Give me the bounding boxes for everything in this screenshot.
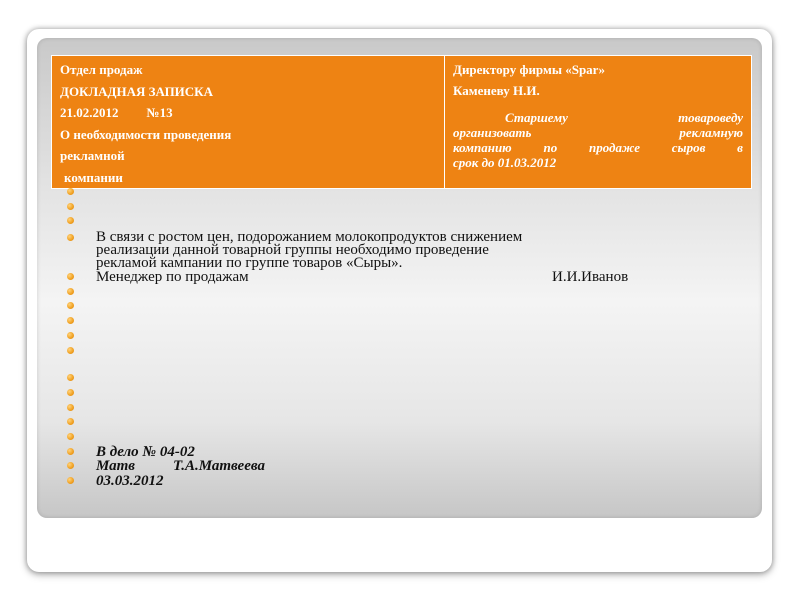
bullet-icon: [67, 302, 74, 309]
resolution-line-1: Старшему товароведу: [505, 110, 743, 125]
list-item-empty: [66, 415, 746, 430]
memo-subject-line-3: компании: [64, 169, 123, 185]
manager-name: И.И.Иванов: [552, 269, 629, 286]
department-label: Отдел продаж: [60, 62, 143, 77]
bullet-icon: [67, 234, 74, 241]
filing-signer: Т.А.Матвеева: [173, 458, 265, 475]
memo-date: 21.02.2012: [60, 105, 119, 120]
bullet-icon: [67, 288, 74, 295]
list-item-empty: [66, 314, 746, 329]
addressee-line-2: Каменеву Н.И.: [453, 83, 540, 98]
bullet-icon: [67, 433, 74, 440]
bullet-icon: [67, 448, 74, 455]
document-type: ДОКЛАДНАЯ ЗАПИСКА: [60, 83, 213, 99]
memo-body-list: [66, 185, 746, 489]
memo-number: №13: [146, 105, 173, 120]
list-item-empty: [66, 386, 746, 401]
resolution-line-3: компанию по продаже сыров в: [453, 140, 743, 155]
list-item-filing-date: [66, 474, 746, 489]
paragraph-line-3: рекламой кампании по группе товаров «Сыры».: [96, 255, 403, 272]
list-item-empty: [66, 371, 746, 386]
bullet-icon: [67, 332, 74, 339]
list-item-manager: [66, 270, 746, 285]
filing-note: В дело № 04-02: [96, 443, 195, 460]
list-item-empty: [66, 344, 746, 359]
list-item-empty: [66, 329, 746, 344]
bullet-icon: [67, 317, 74, 324]
list-item-filing-note: [66, 445, 746, 460]
bullet-icon: [67, 217, 74, 224]
list-item-empty: [66, 285, 746, 300]
memo-addressee-cell: [445, 56, 752, 189]
list-item-empty: [66, 430, 746, 445]
bullet-icon: [67, 203, 74, 210]
bullet-icon: [67, 273, 74, 280]
list-item-empty: [66, 214, 746, 229]
filing-signature: Матв: [96, 458, 135, 475]
paragraph-line-2: реализации данной товарной группы необходимо проведение: [96, 242, 489, 259]
memo-date-number: [60, 102, 436, 124]
memo-sender-cell: [52, 56, 445, 189]
resolution-line-4: срок до 01.03.2012: [453, 155, 557, 170]
memo-header-table: [51, 55, 752, 189]
list-item-empty: [66, 185, 746, 200]
bullet-icon: [67, 418, 74, 425]
list-item-paragraph: [66, 231, 746, 270]
bullet-icon: [67, 477, 74, 484]
bullet-icon: [67, 389, 74, 396]
resolution-text: [453, 110, 743, 170]
addressee-line-1: Директору фирмы «Spar»: [453, 62, 605, 77]
manager-title: Менеджер по продажам: [96, 269, 249, 286]
bullet-icon: [67, 404, 74, 411]
list-item-empty: [66, 299, 746, 314]
paragraph-line-1: В связи с ростом цен, подорожанием молокопродуктов снижением: [96, 229, 523, 246]
list-item-spacer: [66, 358, 746, 371]
bullet-icon: [67, 374, 74, 381]
list-item-empty: [66, 200, 746, 215]
memo-subject-line-2: рекламной: [60, 148, 125, 163]
resolution-line-2: организовать рекламную: [453, 125, 743, 140]
bullet-icon: [67, 462, 74, 469]
filing-date: 03.03.2012: [96, 473, 164, 489]
list-item-filing-signature: [66, 459, 746, 474]
bullet-icon: [67, 188, 74, 195]
memo-subject-line-1: О необходимости проведения: [60, 126, 232, 142]
list-item-empty: [66, 401, 746, 416]
bullet-icon: [67, 347, 74, 354]
